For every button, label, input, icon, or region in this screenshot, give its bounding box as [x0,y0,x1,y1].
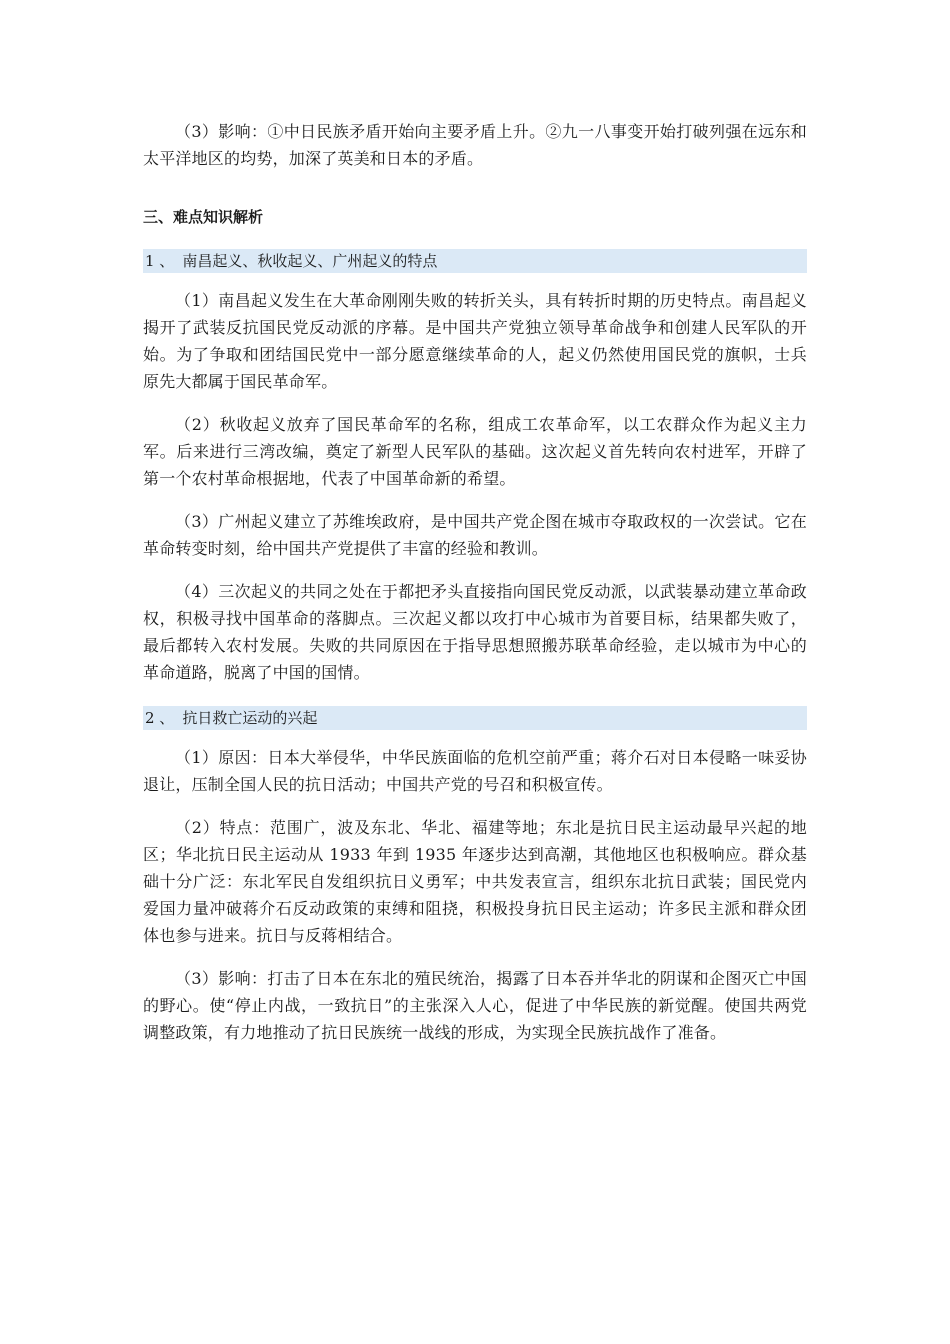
topic-heading-uprisings [143,249,807,273]
paragraph-causes: （1）原因：日本大举侵华，中华民族面临的危机空前严重；蒋介石对日本侵略一味妥协退让，压制全国人民的抗日活动；中国共产党的号召和积极宣传。 [143,748,807,794]
section-title: 三、难点知识解析 [143,208,264,226]
topic-title: 南昌起义、秋收起义、广州起义的特点 [182,252,438,270]
paragraph-characteristics: （2）特点：范围广，波及东北、华北、福建等地；东北是抗日民主运动最早兴起的地区；华北抗日民主运动从 1933 年到 1935 年逐步达到高潮，其他地区也积极响应。群众基础十分广泛：东北军民自发组织抗日义勇军；中共发表宣言，组织东北抗日武装；国民党内爱国力量冲破蒋介石反动政策的束缚和阻挠，积极投身抗日民主运动；许多民主派和群众团体也参与进来。抗日与反蒋相结合。 [143,818,807,945]
topic-title: 抗日救亡运动的兴起 [182,709,318,727]
topic-heading-anti-japanese [143,706,807,730]
topic-number: 1 、 [145,252,175,270]
topic-number: 2 、 [145,709,175,727]
paragraph-influence: （3）影响：打击了日本在东北的殖民统治，揭露了日本吞并华北的阴谋和企图灭亡中国的野心。使“停止内战，一致抗日”的主张深入人心，促进了中华民族的新觉醒。使国共两党调整政策，有力地推动了抗日民族统一战线的形成，为实现全民族抗战作了准备。 [143,969,807,1042]
paragraph-guangzhou: （3）广州起义建立了苏维埃政府，是中国共产党企图在城市夺取政权的一次尝试。它在革命转变时刻，给中国共产党提供了丰富的经验和教训。 [143,512,807,558]
document-page [143,118,807,1046]
paragraph-autumn-harvest: （2）秋收起义放弃了国民革命军的名称，组成工农革命军，以工农群众作为起义主力军。后来进行三湾改编，奠定了新型人民军队的基础。这次起义首先转向农村进军，开辟了第一个农村革命根据地，代表了中国革命新的希望。 [143,415,807,488]
impact-paragraph: （3）影响：①中日民族矛盾开始向主要矛盾上升。②九一八事变开始打破列强在远东和太平洋地区的均势，加深了英美和日本的矛盾。 [143,122,807,168]
paragraph-common-points: （4）三次起义的共同之处在于都把矛头直接指向国民党反动派，以武装暴动建立革命政权，积极寻找中国革命的落脚点。三次起义都以攻打中心城市为首要目标，结果都失败了，最后都转入农村发展。失败的共同原因在于指导思想照搬苏联革命经验，走以城市为中心的革命道路，脱离了中国的国情。 [143,582,807,682]
paragraph-nanchang: （1）南昌起义发生在大革命刚刚失败的转折关头，具有转折时期的历史特点。南昌起义揭开了武装反抗国民党反动派的序幕。是中国共产党独立领导革命战争和创建人民军队的开始。为了争取和团结国民党中一部分愿意继续革命的人，起义仍然使用国民党的旗帜，士兵原先大都属于国民革命军。 [143,291,807,391]
